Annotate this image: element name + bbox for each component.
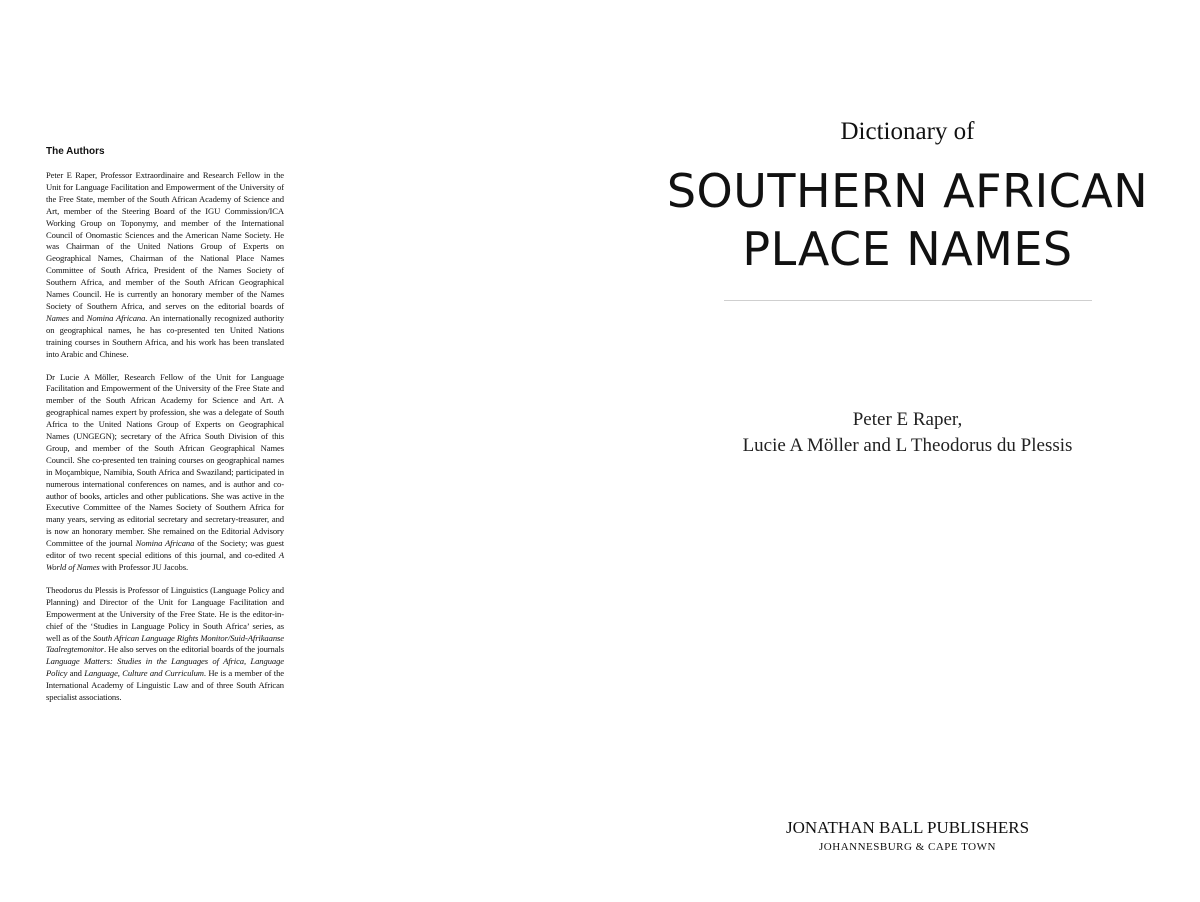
book-title-line-1: SOUTHERN AFRICAN	[666, 164, 1149, 218]
bio-text: and	[67, 668, 85, 679]
journal-title: Names	[46, 312, 69, 323]
title-page	[600, 0, 1200, 902]
bio-text: of the Society; was guest editor of two recent special editions of this journal, and co-edited	[46, 538, 284, 561]
journal-title: Language, Culture and Curriculum	[84, 668, 204, 679]
bio-moller	[46, 372, 284, 574]
authors-heading: The Authors	[46, 146, 105, 157]
bio-text: Theodorus du Plessis is Professor of Linguistics (Language Policy and Planning) and Director of the Unit for Language Facilitation and Empowerment at the University of the Free State. He is the editor-in-chief of the ‘Studies in Language Policy in South Africa’ series, as well as of the	[46, 584, 284, 643]
bio-text: and	[68, 312, 87, 323]
bio-text: with Professor JU Jacobs.	[99, 562, 189, 572]
bio-duplessis	[46, 585, 284, 704]
bio-text: . An internationally recognized authority on geographical names, he has co-presented ten United Nations training courses in Southern Africa, and his work has been translated into Arabic and Chinese.	[46, 312, 284, 359]
bio-text: . He is a member of the International Academy of Linguistic Law and of three South African specialist associations.	[46, 668, 284, 703]
bio-raper	[46, 170, 284, 361]
journal-title: Nomina Africana	[135, 538, 195, 549]
journal-title: Language Matters: Studies in the Languages of Africa, Language Policy	[46, 656, 284, 679]
bio-text: Dr Lucie A Möller, Research Fellow of the Unit for Language Facilitation and Empowerment of the University of the Free State and member of the South African Academy for Science and Art. A geographical names expert by profession, she was a delegate of South Africa to the United Nations Group of Experts on Geographical Names (UNGEGN); secretary of the Africa South Division of this Group, and member of the South African Geographical Names Council. She co-presented ten training courses on geographical names in Moçambique, Namibia, South Africa and Swaziland; participated in numerous international conferences on names, and is author and co-author of books, articles and other publications. She was active in the Executive Committee of the Names Society of Southern Africa for many years, serving as editorial secretary and secretary-treasurer, and is now an honorary member. She remained on the Editorial Advisory Committee of the journal	[46, 371, 284, 549]
publisher-location: JOHANNESBURG & CAPE TOWN	[819, 841, 996, 853]
title-divider	[724, 300, 1092, 301]
publisher-name: JONATHAN BALL PUBLISHERS	[785, 818, 1030, 837]
journal-title: Nomina Africana	[86, 312, 146, 323]
journal-title: South African Language Rights Monitor/Suid-Afrikaanse Taalregtemonitor	[46, 632, 284, 655]
book-title: A World of Names	[46, 550, 284, 572]
author-line-2: Lucie A Möller and L Theodorus du Plessis	[742, 435, 1073, 456]
pre-title: Dictionary of	[840, 118, 975, 145]
book-title-line-2: PLACE NAMES	[742, 222, 1073, 276]
authors-page	[46, 146, 284, 715]
bio-text: . He also serves on the editorial boards of the journals	[103, 644, 284, 655]
bio-text: Peter E Raper, Professor Extraordinaire and Research Fellow in the Unit for Language Facilitation and Empowerment of the University of the Free State, member of the South African Academy of Science and Art, member of the Steering Board of the IGU Commission/ICA Working Group on Toponymy, and member of the International Council of Onomastic Sciences and the American Name Society. He was Chairman of the United Nations Group of Experts on Geographical Names, Chairman of the National Place Names Committee of South Africa, President of the Names Society of Southern Africa, and member of the South African Geographical Names Council. He is currently an honorary member of the Names Society of Southern Africa, and serves on the editorial boards of	[46, 170, 284, 311]
author-line-1: Peter E Raper,	[852, 409, 963, 430]
